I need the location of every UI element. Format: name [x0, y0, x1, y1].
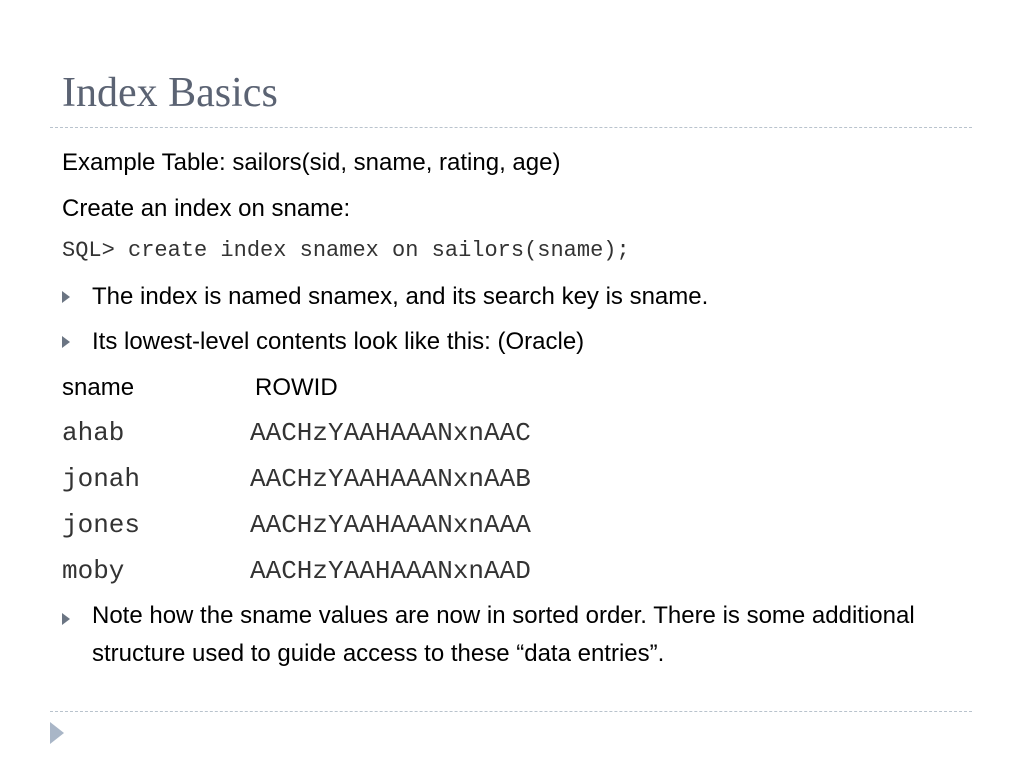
table-cell-sname: moby	[62, 556, 125, 586]
table-cell-rowid: AACHzYAAHAAANxnAAD	[250, 556, 531, 586]
table-cell-rowid: AACHzYAAHAAANxnAAC	[250, 418, 531, 448]
column-header-rowid: ROWID	[255, 374, 338, 401]
bullet-arrow-icon	[62, 336, 70, 348]
footer-divider	[50, 711, 972, 712]
table-cell-rowid: AACHzYAAHAAANxnAAA	[250, 510, 531, 540]
slide-title: Index Basics	[62, 70, 278, 116]
table-cell-sname: jones	[62, 510, 141, 540]
example-table-text: Example Table: sailors(sid, sname, rating, age)	[62, 149, 561, 176]
bullet-arrow-icon	[62, 291, 70, 303]
column-header-sname: sname	[62, 374, 135, 401]
bullet-text: Its lowest-level contents look like this: (Oracle)	[92, 328, 585, 355]
sql-command: SQL> create index snamex on sailors(sname);	[62, 238, 630, 263]
bullet-arrow-icon	[62, 613, 70, 625]
table-cell-rowid: AACHzYAAHAAANxnAAB	[250, 464, 531, 494]
next-slide-icon[interactable]	[50, 722, 64, 744]
table-cell-sname: jonah	[62, 464, 141, 494]
create-index-label: Create an index on sname:	[62, 195, 351, 222]
bullet-text: The index is named snamex, and its search key is sname.	[92, 283, 709, 310]
title-divider	[50, 127, 972, 128]
note-text: Note how the sname values are now in sorted order. There is some additional structure used to guide access to these “data entries”.	[92, 602, 915, 667]
table-cell-sname: ahab	[62, 418, 125, 448]
